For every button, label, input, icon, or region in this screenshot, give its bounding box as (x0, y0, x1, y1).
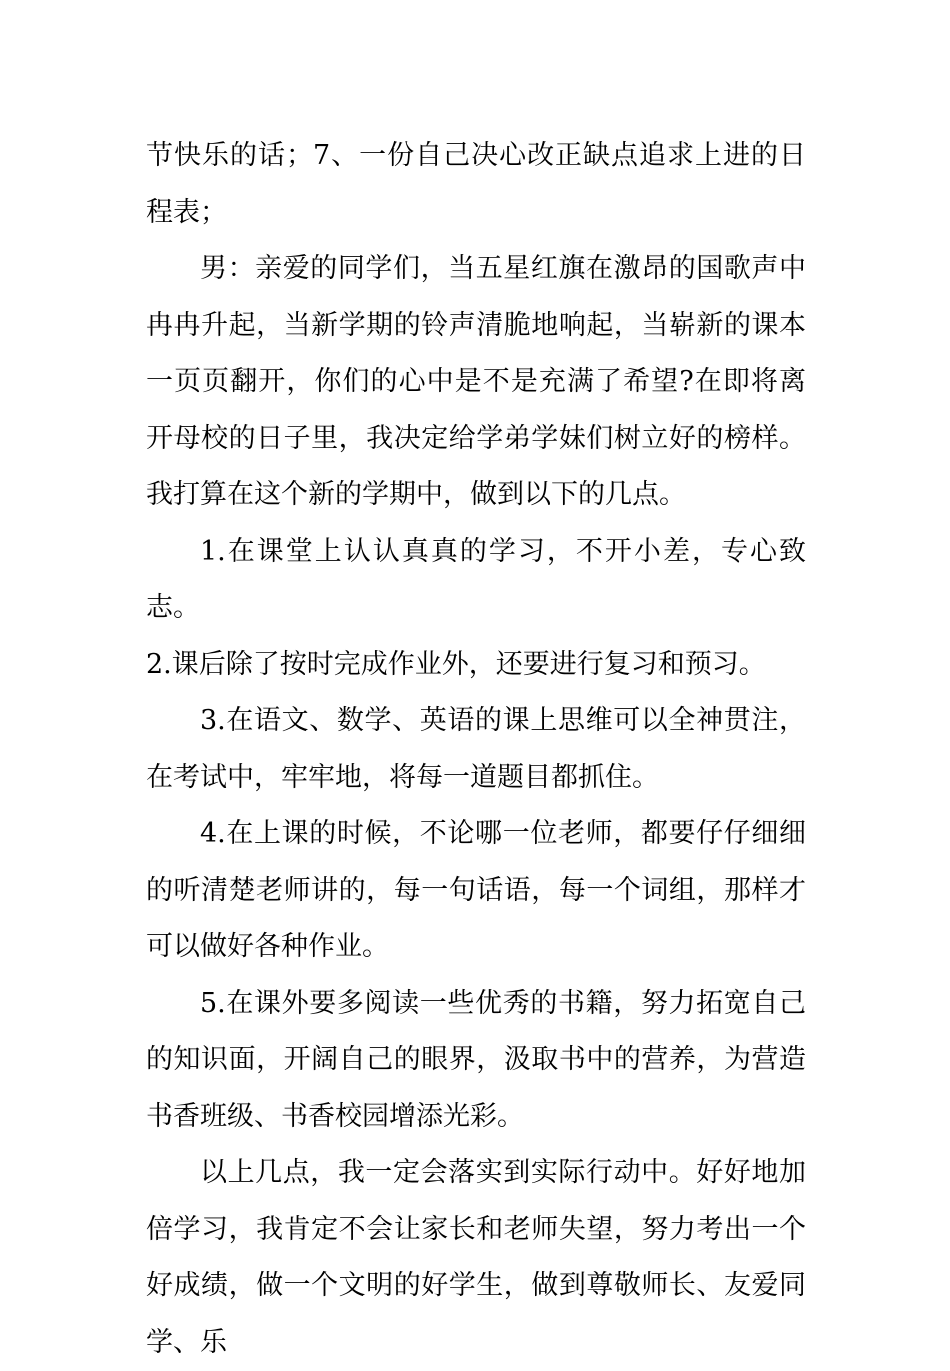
list-item-5: 5.在课外要多阅读一些优秀的书籍，努力拓宽自己的知识面，开阔自己的眼界，汲取书中的营养，为营造书香班级、书香校园增添光彩。 (146, 987, 806, 1132)
list-item-3: 3.在语文、数学、英语的课上思维可以全神贯注，在考试中，牢牢地，将每一道题目都抓住。 (146, 705, 806, 793)
list-item-1: 1.在课堂上认认真真的学习，不开小差，专心致志。 (146, 535, 806, 623)
list-item-4: 4.在上课的时候，不论哪一位老师，都要仔仔细细的听清楚老师讲的，每一句话语，每一个词组，那样才可以做好各种作业。 (146, 818, 806, 962)
paragraph: 男：亲爱的同学们，当五星红旗在激昂的国歌声中冉冉升起，当新学期的铃声清脆地响起，当崭新的课本一页页翻开，你们的心中是不是充满了希望?在即将离开母校的日子里，我决定给学弟学妹们树立好的榜样。我打算在这个新的学期中，做到以下的几点。 (146, 253, 806, 510)
document-body (146, 128, 806, 1371)
paragraph: 以上几点，我一定会落实到实际行动中。好好地加倍学习，我肯定不会让家长和老师失望，努力考出一个好成绩，做一个文明的好学生，做到尊敬师长、友爱同学、乐 (146, 1157, 806, 1358)
list-item-2: 2.课后除了按时完成作业外，还要进行复习和预习。 (146, 648, 766, 680)
paragraph: 节快乐的话；7、一份自己决心改正缺点追求上进的日程表； (146, 140, 806, 228)
